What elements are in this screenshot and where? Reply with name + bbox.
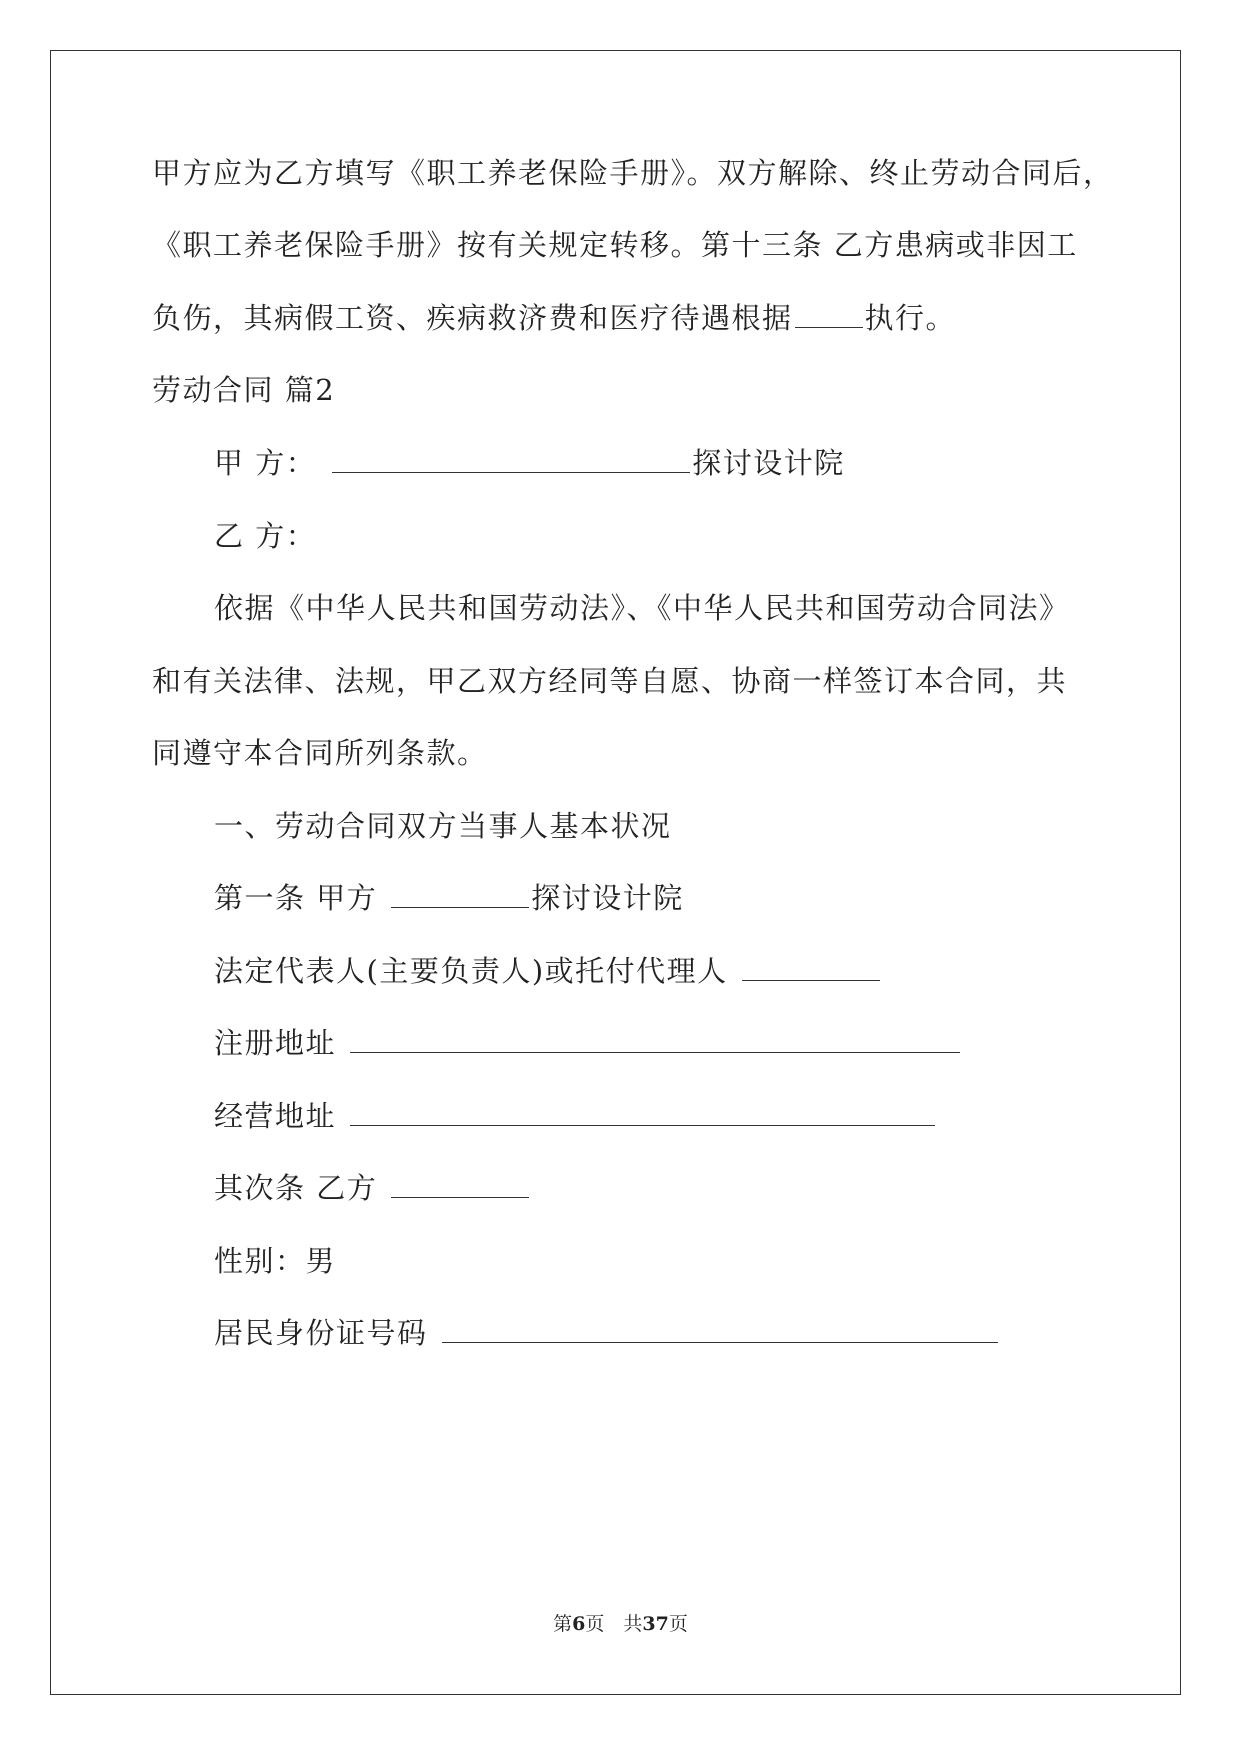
blank-field — [795, 305, 863, 328]
section-1-title: 一、劳动合同双方当事人基本状况 — [214, 809, 672, 843]
legal-rep-line — [214, 953, 882, 989]
text-line-3-start: 负伤，其病假工资、疾病救济费和医疗待遇根据 — [152, 301, 793, 335]
text-line-3 — [152, 300, 956, 336]
page-total: 37 — [642, 1613, 669, 1635]
text-line-2: 《职工养老保险手册》按有关规定转移。第十三条 乙方患病或非因工 — [152, 228, 1078, 262]
biz-addr-blank — [350, 1103, 935, 1126]
party-a-blank — [332, 450, 690, 473]
article-2-label: 其次条 乙方 — [214, 1171, 378, 1205]
article-1-label: 第一条 甲方 — [214, 881, 378, 915]
party-b-label: 乙 方： — [214, 519, 317, 553]
paragraph-line-2: 和有关法律、法规，甲乙双方经同等自愿、协商一样签订本合同，共 — [152, 664, 1068, 698]
article-1-blank — [391, 885, 529, 908]
page-footer — [0, 1612, 1241, 1636]
page-suffix: 页 — [668, 1613, 688, 1635]
legal-rep-blank — [742, 958, 880, 981]
reg-addr-line — [214, 1025, 962, 1061]
reg-addr-label: 注册地址 — [214, 1026, 337, 1060]
id-number-line — [214, 1315, 1000, 1351]
page-prefix: 第 — [553, 1613, 573, 1635]
page-current: 6 — [572, 1613, 586, 1635]
text-line-1: 甲方应为乙方填写《职工养老保险手册》。双方解除、终止劳动合同后， — [152, 156, 1114, 190]
paragraph-line-3: 同遵守本合同所列条款。 — [152, 736, 488, 770]
text-line-3-end: 执行。 — [864, 301, 957, 335]
party-a-label: 甲 方： — [214, 446, 317, 480]
article-1-line — [214, 880, 684, 916]
page-mid: 页 共 — [585, 1613, 643, 1635]
article-2-line — [214, 1170, 531, 1206]
biz-addr-label: 经营地址 — [214, 1099, 337, 1133]
party-a-line — [214, 445, 845, 481]
biz-addr-line — [214, 1098, 937, 1134]
page-frame — [50, 50, 1181, 1695]
section-heading: 劳动合同 篇2 — [152, 373, 336, 407]
id-number-blank — [442, 1320, 998, 1343]
article-2-blank — [391, 1175, 529, 1198]
id-number-label: 居民身份证号码 — [214, 1316, 428, 1350]
legal-rep-label: 法定代表人(主要负责人)或托付代理人 — [214, 954, 728, 988]
gender-line: 性别：男 — [214, 1244, 337, 1278]
party-a-name: 探讨设计院 — [692, 446, 845, 480]
article-1-name: 探讨设计院 — [531, 881, 684, 915]
paragraph-line-1: 依据《中华人民共和国劳动法》、《中华人民共和国劳动合同法》 — [214, 591, 1070, 625]
reg-addr-blank — [350, 1030, 960, 1053]
